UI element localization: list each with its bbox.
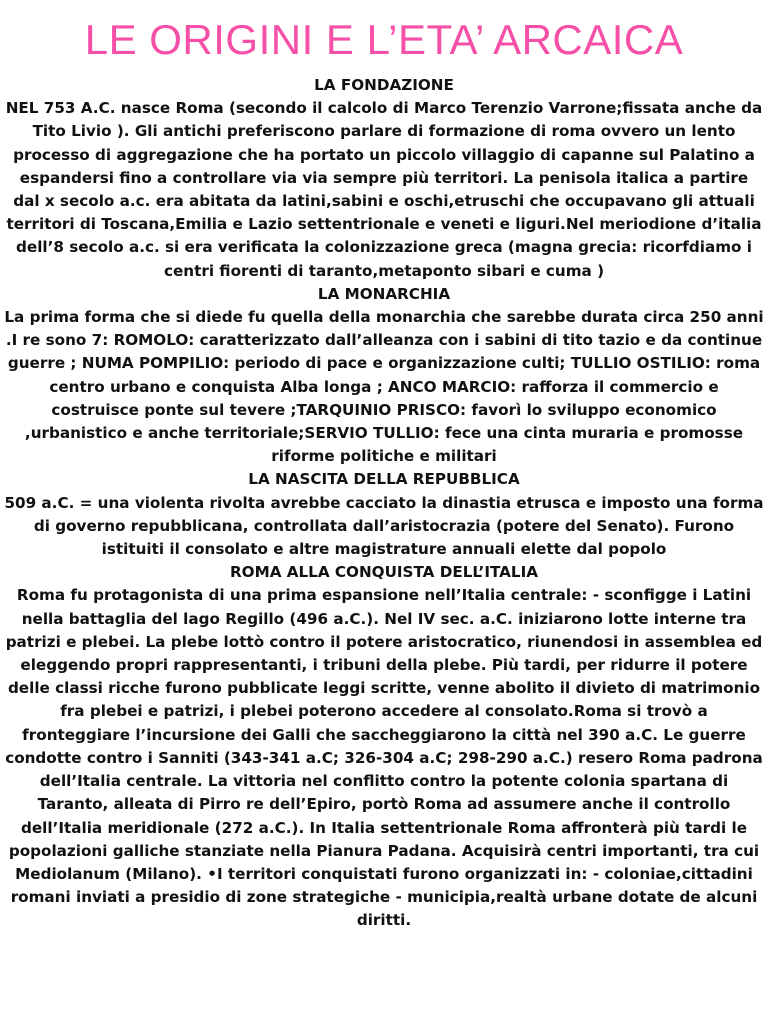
section-heading: LA MONARCHIA [317, 284, 451, 303]
page-title: LE ORIGINI E L’ETA’ ARCAICA [84, 16, 684, 63]
section-body: 509 a.C. = una violenta rivolta avrebbe cacciato la dinastia etrusca e imposto una forma di governo repubblicana, controllata dall’aristocrazia (potere del Senato). Furono istituiti il consolato e altre magistrature annuali elette dal popolo [4, 493, 764, 559]
section-conquista [4, 561, 764, 932]
section-heading: ROMA ALLA CONQUISTA DELL’ITALIA [229, 563, 538, 582]
section-heading: LA NASCITA DELLA REPUBBLICA [248, 470, 520, 489]
section-body: Roma fu protagonista di una prima espansione nell’Italia centrale: - sconfigge i Latini nella battaglia del lago Regillo (496 a.C.). Nel IV sec. a.C. iniziarono lotte interne tra patrizi e plebei. La plebe lottò contro il potere aristocratico, riunendosi in assemblea ed eleggendo propri rappresentanti, i tribuni della plebe. Più tardi, per ridurre il potere delle classi ricche furono pubblicate leggi scritte, venne abolito il divieto di matrimonio fra plebei e patrizi, i plebei poterono accedere al consolato.Roma si trovò a fronteggiare l’incursione dei Galli che saccheggiarono la città nel 390 a.C. Le guerre condotte contro i Sanniti (343-341 a.C; 326-304 a.C; 298-290 a.C.) resero Roma padrona dell’Italia centrale. La vittoria nel conflitto contro la potente colonia spartana di Taranto, alleata di Pirro re dell’Epiro, portò Roma ad assumere anche il controllo dell’Italia meridionale (272 a.C.). In Italia settentrionale Roma affronterà più tardi le popolazioni galliche stanziate nella Pianura Padana. Acquisirà centri importanti, tra cui Mediolanum (Milano). •I territori conquistati furono organizzati in: - coloniae,cittadini romani inviati a presidio di zone strategiche - municipia,realtà urbane dotate de alcuni diritti. [5, 586, 763, 930]
section-repubblica [4, 468, 764, 561]
section-body: La prima forma che si diede fu quella della monarchia che sarebbe durata circa 250 anni .I re sono 7: ROMOLO: caratterizzato dall’alleanza con i sabini di tito tazio e da continue guerre ; NUMA POMPILIO: periodo di pace e organizzazione culti; TULLIO OSTILIO: roma centro urbano e conquista Alba longa ; ANCO MARCIO: rafforza il commercio e costruisce ponte sul tevere ;TARQUINIO PRISCO: favorì lo sviluppo economico ,urbanistico e anche territoriale;SERVIO TULLIO: fece una cinta muraria e promosse riforme politiche e militari [4, 308, 764, 466]
section-heading: LA FONDAZIONE [314, 76, 454, 94]
section-fondazione [4, 74, 764, 283]
section-body: NEL 753 A.C. nasce Roma (secondo il calcolo di Marco Terenzio Varrone;fissata anche da Tito Livio ). Gli antichi preferiscono parlare di formazione di roma ovvero un lento processo di aggregazione che ha portato un piccolo villaggio di capanne sul Palatino a espandersi fino a controllare via via sempre più territori. La penisola italica a partire dal x secolo a.c. era abitata da latini,sabini e oschi,etruschi che occupavano gli attuali territori di Toscana,Emilia e Lazio settentrionale e veneti e liguri.Nel meriodione d’italia dell’8 secolo a.c. si era verificata la colonizzazione greca (magna grecia: ricorfdiamo i centri fiorenti di taranto,metaponto sibari e cuma ) [5, 99, 763, 280]
section-monarchia [4, 283, 764, 469]
